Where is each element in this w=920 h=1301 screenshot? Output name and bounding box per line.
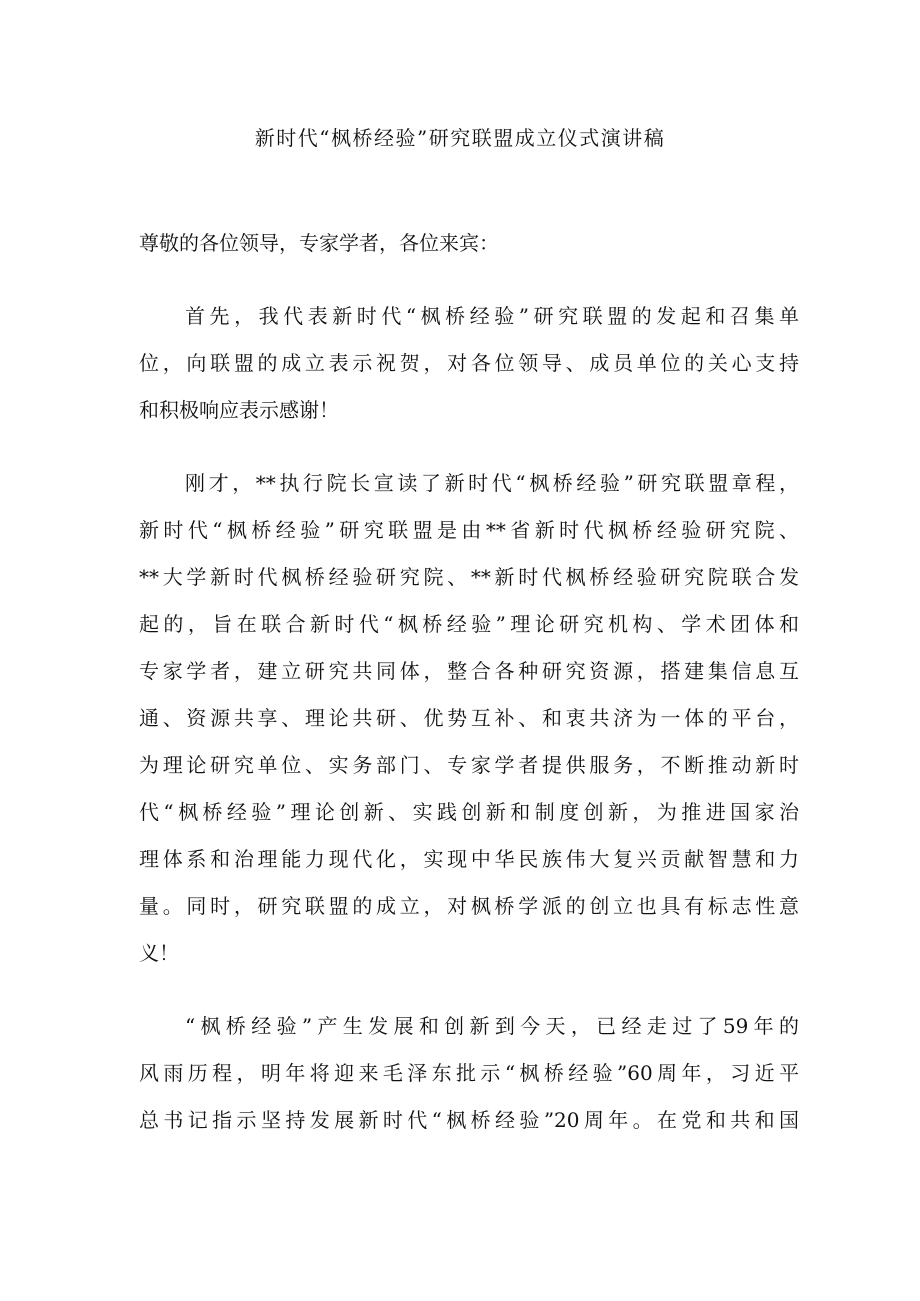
text-line: 专家学者，建立研究共同体，整合各种研究资源，搭建集信息互: [139, 659, 799, 683]
text-line: 首先，我代表新时代“枫桥经验”研究联盟的发起和召集单: [185, 304, 799, 328]
text-line: 代“枫桥经验”理论创新、实践创新和制度创新，为推进国家治: [139, 800, 799, 824]
paragraph-3: [139, 1003, 799, 1144]
text-line: 新时代“枫桥经验”研究联盟是由**省新时代枫桥经验研究院、: [139, 518, 799, 542]
text-line: 总书记指示坚持发展新时代“枫桥经验”20周年。在党和共和国: [139, 1108, 799, 1132]
document-body: [139, 220, 799, 1144]
text-line: 刚才，**执行院长宣读了新时代“枫桥经验”研究联盟章程，: [185, 471, 799, 495]
paragraph-gap: [139, 977, 799, 1003]
text-line: 和积极响应表示感谢！: [139, 398, 339, 422]
document-title: 新时代“枫桥经验”研究联盟成立仪式演讲稿: [254, 126, 666, 150]
text-line: 义！: [139, 941, 179, 965]
text-line: 起的，旨在联合新时代“枫桥经验”理论研究机构、学术团体和: [139, 612, 799, 636]
text-line: 量。同时，研究联盟的成立，对枫桥学派的创立也具有标志性意: [139, 894, 799, 918]
text-line: 风雨历程，明年将迎来毛泽东批示“枫桥经验”60周年，习近平: [139, 1061, 799, 1085]
salutation: 尊敬的各位领导，专家学者，各位来宾：: [139, 231, 499, 255]
paragraph-2: [139, 460, 799, 977]
text-line: 通、资源共享、理论共研、优势互补、和衷共济为一体的平台，: [139, 706, 799, 730]
text-line: 理体系和治理能力现代化，实现中华民族伟大复兴贡献智慧和力: [139, 847, 799, 871]
text-line: 位，向联盟的成立表示祝贺，对各位领导、成员单位的关心支持: [139, 351, 799, 375]
text-line: 为理论研究单位、实务部门、专家学者提供服务，不断推动新时: [139, 753, 799, 777]
paragraph-1: [139, 293, 799, 434]
text-line: “枫桥经验”产生发展和创新到今天，已经走过了59年的: [185, 1014, 799, 1038]
text-line: **大学新时代枫桥经验研究院、**新时代枫桥经验研究院联合发: [139, 565, 799, 589]
paragraph-gap: [139, 434, 799, 460]
paragraph-gap: [139, 267, 799, 293]
